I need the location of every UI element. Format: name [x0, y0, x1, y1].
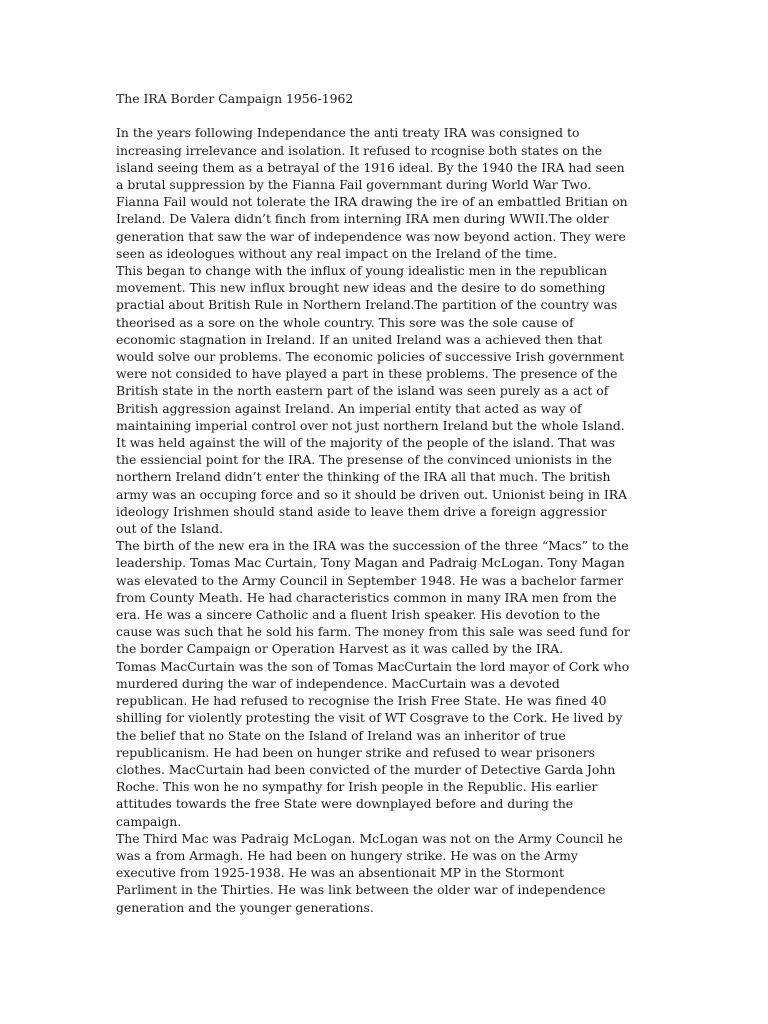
text-line: generation that saw the war of independence was now beyond action. They were [116, 228, 626, 244]
text-line: republican. He had refused to recognise the Irish Free State. He was fined 40 [116, 693, 607, 709]
text-line: In the years following Independance the anti treaty IRA was consigned to [116, 125, 580, 141]
text-line: movement. This new influx brought new ideas and the desire to do something [116, 280, 606, 296]
text-line: the border Campaign or Operation Harvest as it was called by the IRA. [116, 641, 564, 657]
paragraph-1 [116, 124, 656, 262]
text-line: out of the Island. [116, 521, 224, 537]
text-line: was elevated to the Army Council in September 1948. He was a bachelor farmer [116, 572, 624, 588]
text-line: campaign. [116, 813, 182, 829]
text-line: were not consided to have played a part in these problems. The presence of the [116, 366, 618, 382]
paragraph-container [116, 124, 656, 915]
text-line: generation and the younger generations. [116, 899, 374, 915]
text-line: Parliment in the Thirties. He was link between the older war of independence [116, 882, 606, 898]
text-line: island seeing them as a betrayal of the 1916 ideal. By the 1940 the IRA had seen [116, 159, 625, 175]
paragraph-4 [116, 658, 656, 830]
text-line: Tomas MacCurtain was the son of Tomas MacCurtain the lord mayor of Cork who [116, 658, 630, 674]
text-line: was a from Armagh. He had been on hungery strike. He was on the Army [116, 847, 578, 863]
text-line: British state in the north eastern part of the island was seen purely as a act of [116, 383, 609, 399]
text-line: murdered during the war of independence. MacCurtain was a devoted [116, 675, 560, 691]
text-line: increasing irrelevance and isolation. It refused to rcognise both states on the [116, 142, 603, 158]
text-line: would solve our problems. The economic policies of successive Irish government [116, 349, 625, 365]
paragraph-3 [116, 537, 656, 657]
text-line: the essiencial point for the IRA. The presense of the convinced unionists in the [116, 452, 613, 468]
text-line: theorised as a sore on the whole country. This sore was the sole cause of [116, 314, 574, 330]
text-line: Roche. This won he no sympathy for Irish people in the Republic. His earlier [116, 779, 598, 795]
text-line: a brutal suppression by the Fianna Fail governmant during World War Two. [116, 177, 592, 192]
document-body [116, 90, 656, 916]
text-line: northern Ireland didn’t enter the thinking of the IRA all that much. The british [116, 469, 611, 485]
text-line: The birth of the new era in the IRA was the succession of the three “Macs” to the [116, 538, 629, 554]
text-line: Ireland. De Valera didn’t finch from interning IRA men during WWII.The older [116, 211, 609, 227]
text-line: clothes. MacCurtain had been convicted of the murder of Detective Garda John [116, 761, 616, 777]
paragraph-5 [116, 830, 656, 916]
document-title: The IRA Border Campaign 1956-1962 [116, 91, 354, 106]
text-line: It was held against the will of the majority of the people of the island. That was [116, 435, 615, 451]
text-line: republicanism. He had been on hunger strike and refused to wear prisoners [116, 744, 595, 760]
paragraph-2 [116, 262, 656, 537]
text-line: practial about British Rule in Northern Ireland.The partition of the country was [116, 297, 618, 313]
text-line: leadership. Tomas Mac Curtain, Tony Magan and Padraig McLogan. Tony Magan [116, 555, 625, 571]
text-line: executive from 1925-1938. He was an absentionait MP in the Stormont [116, 865, 564, 881]
text-line: the belief that no State on the Island of Ireland was an inheritor of true [116, 727, 566, 743]
text-line: maintaining imperial control over not just northern Ireland but the whole Island. [116, 417, 625, 433]
text-line: This began to change with the influx of young idealistic men in the republican [116, 263, 608, 279]
text-line: army was an occuping force and so it should be driven out. Unionist being in IRA [116, 486, 628, 502]
text-line: shilling for violently protesting the visit of WT Cosgrave to the Cork. He lived by [116, 710, 623, 726]
text-line: from County Meath. He had characteristics common in many IRA men from the [116, 589, 617, 605]
text-line: economic stagnation in Ireland. If an united Ireland was a achieved then that [116, 331, 603, 347]
text-line: cause was such that he sold his farm. The money from this sale was seed fund for [116, 624, 630, 640]
text-line: ideology Irishmen should stand aside to leave them drive a foreign aggressior [116, 503, 607, 519]
text-line: attitudes towards the free State were downplayed before and during the [116, 796, 574, 812]
text-line: era. He was a sincere Catholic and a fluent Irish speaker. His devotion to the [116, 607, 601, 623]
text-line: seen as ideologues without any real impact on the Ireland of the time. [116, 245, 558, 261]
text-line: The Third Mac was Padraig McLogan. McLogan was not on the Army Council he [116, 830, 623, 846]
text-line: British aggression against Ireland. An imperial entity that acted as way of [116, 400, 582, 416]
text-line: Fianna Fail would not tolerate the IRA drawing the ire of an embattled Britian on [116, 194, 628, 210]
